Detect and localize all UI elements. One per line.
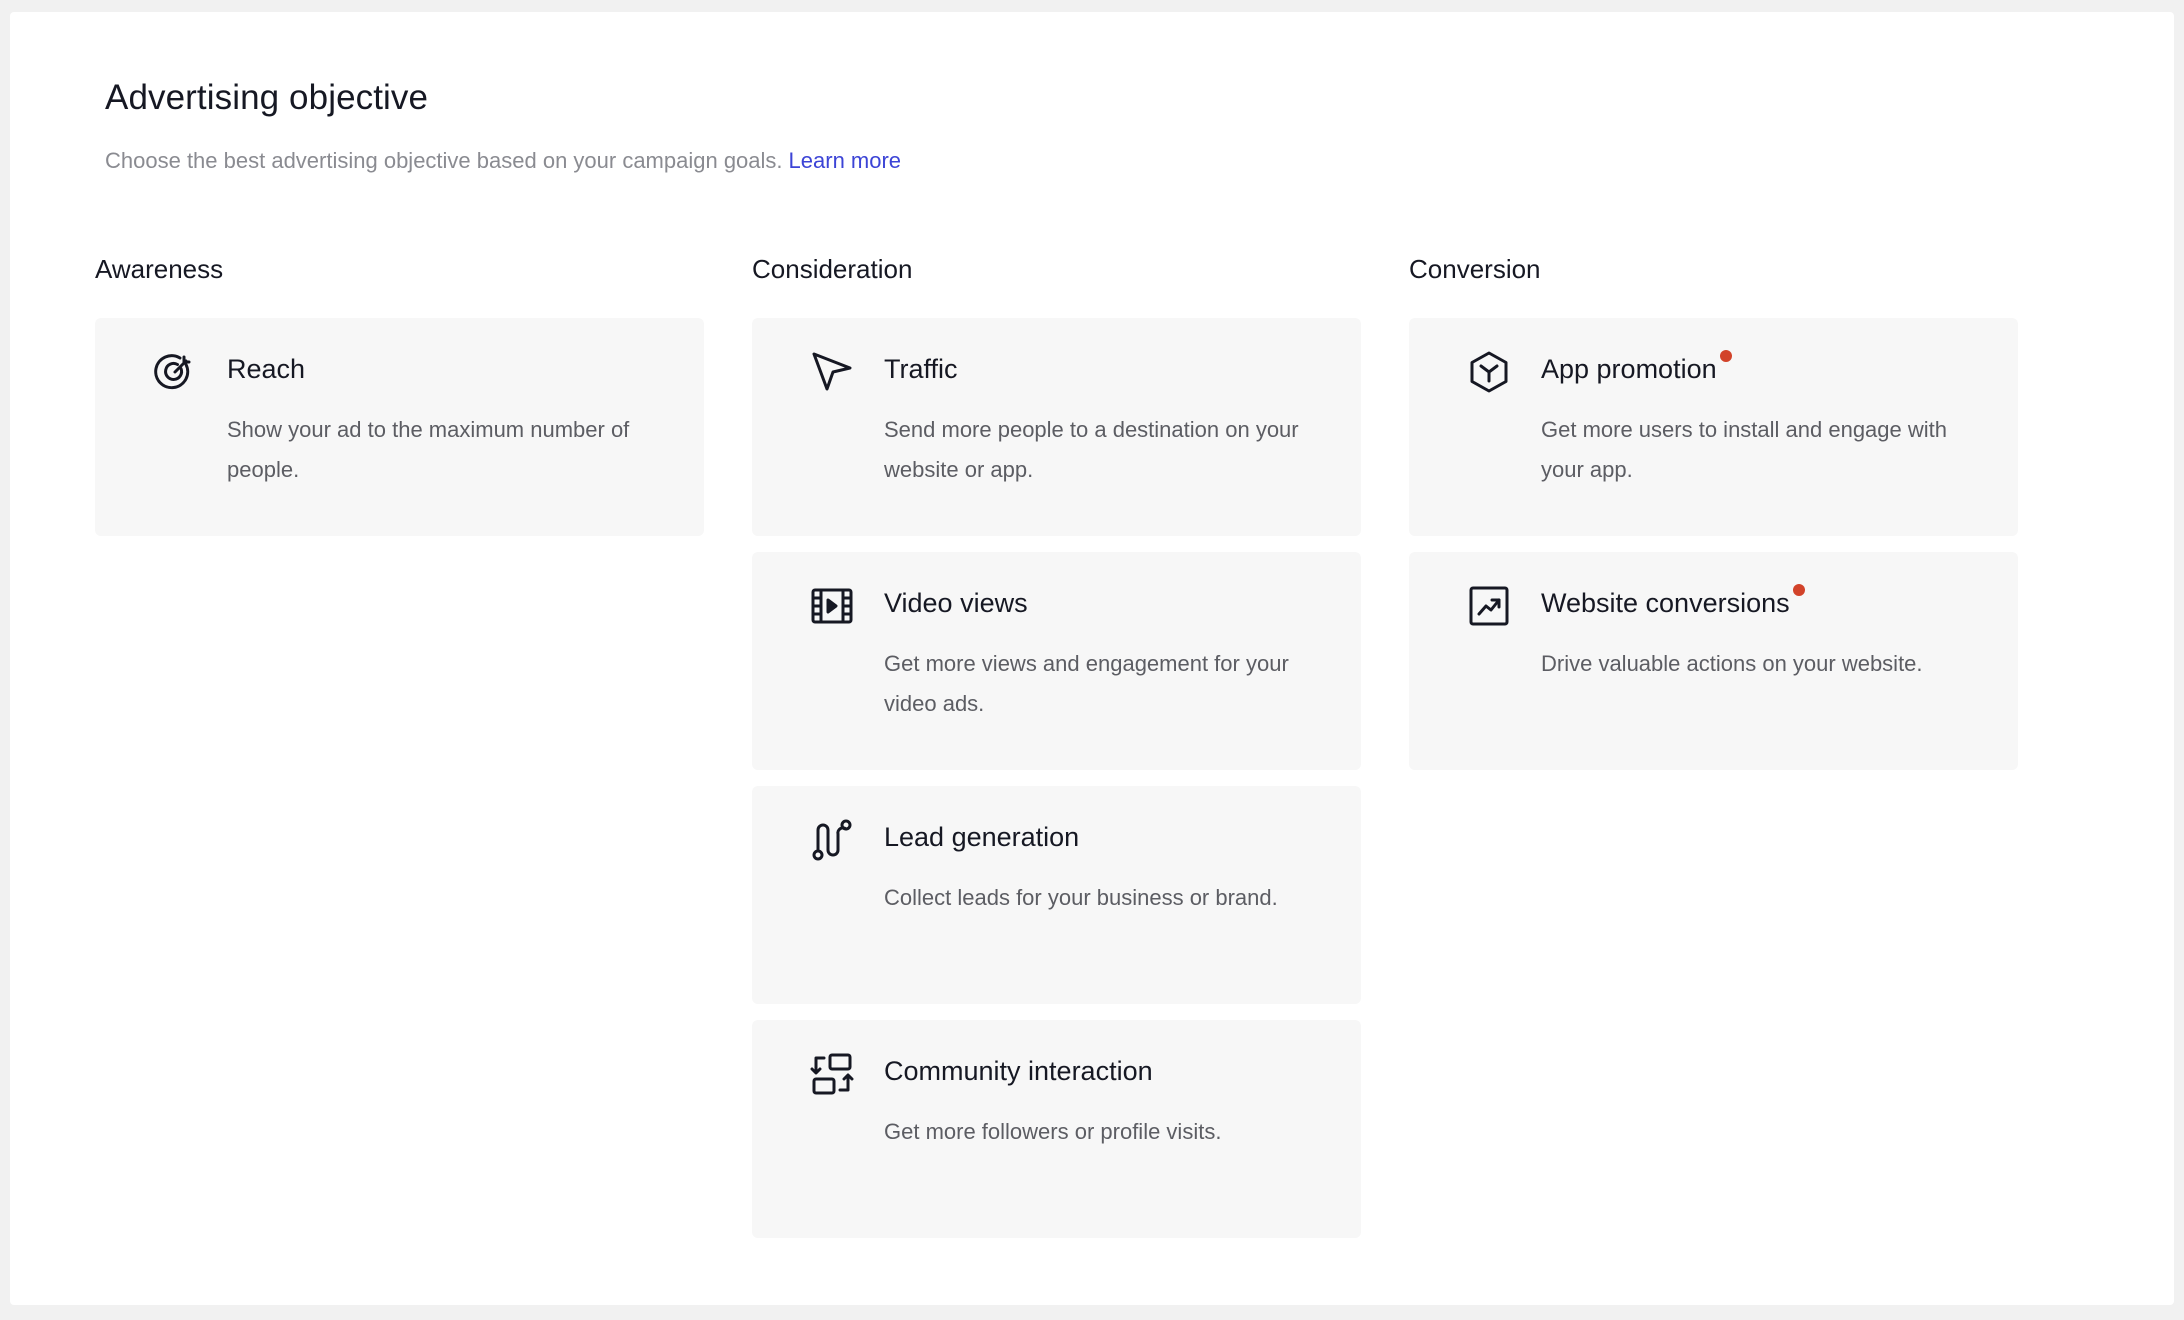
new-badge-dot [1793,584,1805,596]
card-description: Collect leads for your business or brand. [884,885,1278,910]
trend-chart-icon [1467,584,1511,628]
card-title-text: Website conversions [1541,588,1790,618]
card-description: Send more people to a destination on your website or app. [884,417,1299,482]
card-description: Drive valuable actions on your website. [1541,651,1923,676]
page-title: Advertising objective [105,78,429,117]
card-title-text: App promotion [1541,354,1717,384]
card-title: Community interaction [884,1056,1153,1086]
page-description [105,148,901,174]
learn-more-link[interactable]: Learn more [788,148,902,173]
reach-target-icon [153,350,197,394]
film-play-icon [810,584,854,628]
new-badge-dot [1720,350,1732,362]
objective-card-traffic[interactable] [752,318,1361,536]
swap-boxes-icon [810,1052,854,1096]
objective-card-community-interaction[interactable] [752,1020,1361,1238]
card-title: Video views [884,588,1028,618]
consideration-column [752,252,1361,1254]
card-description: Get more users to install and engage with your app. [1541,417,1948,482]
column-title-awareness: Awareness [95,254,224,284]
objective-card-reach[interactable] [95,318,704,536]
conversion-column [1409,252,2018,786]
card-title: Lead generation [884,822,1080,852]
card-title: Reach [227,354,306,384]
card-description: Get more views and engagement for your video ads. [884,651,1289,716]
objective-card-lead-generation[interactable] [752,786,1361,1004]
objective-card-app-promotion[interactable] [1409,318,2018,536]
hexagon-app-icon [1467,350,1511,394]
objective-card-video-views[interactable] [752,552,1361,770]
card-description: Show your ad to the maximum number of people. [227,417,630,482]
column-title-conversion: Conversion [1409,254,1541,284]
card-title [1541,588,1805,619]
card-description: Get more followers or profile visits. [884,1119,1222,1144]
awareness-column [95,252,704,552]
card-title: Traffic [884,354,958,384]
path-route-icon [810,818,854,862]
column-title-consideration: Consideration [752,254,913,284]
description-text: Choose the best advertising objective based on your campaign goals. [105,148,783,173]
cursor-arrow-icon [810,350,854,394]
objective-card-website-conversions[interactable] [1409,552,2018,770]
card-title [1541,354,1732,385]
